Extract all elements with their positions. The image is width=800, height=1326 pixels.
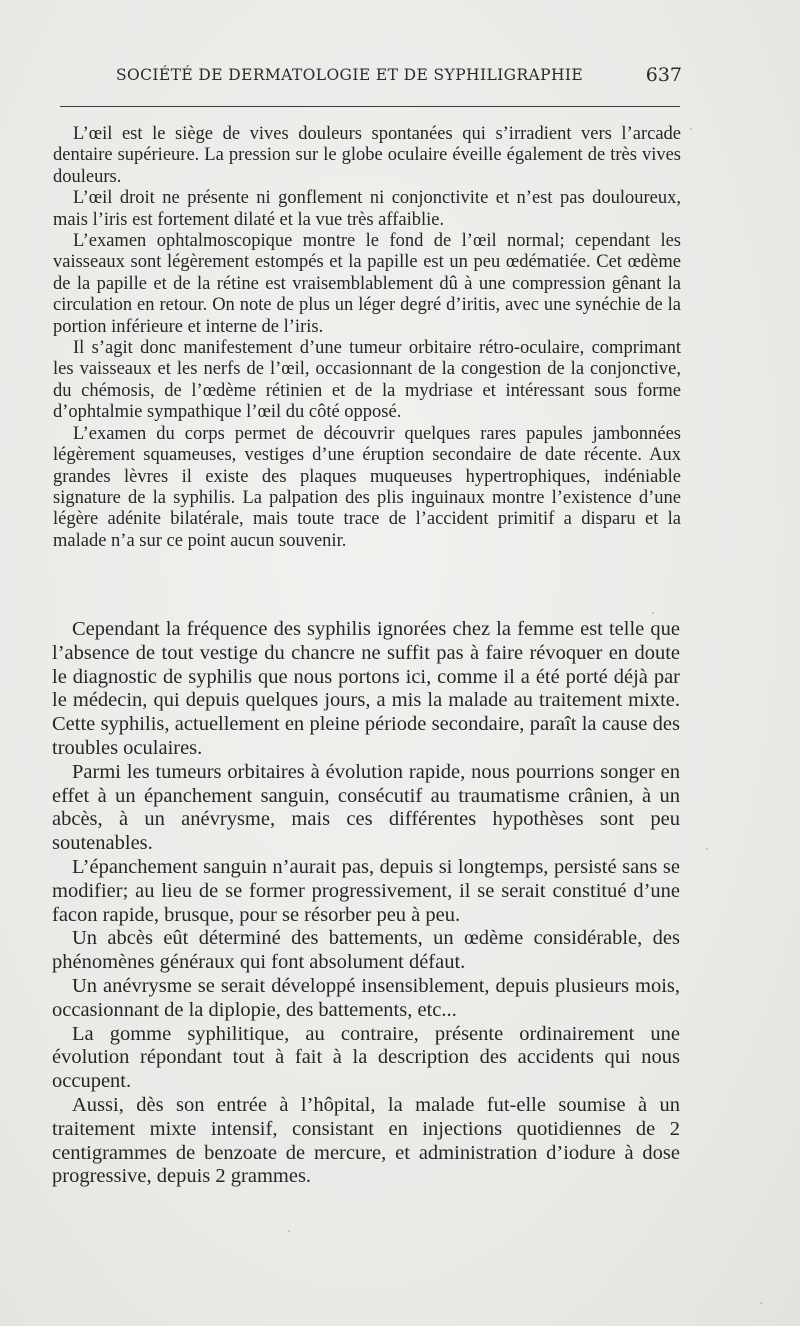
paper-speck [288, 1230, 290, 1232]
case-observation-section [53, 124, 681, 552]
paragraph: L’examen du corps permet de découvrir quelques rares papules jambonnées légèrement squameuses, vestiges d’une éruption secondaire de date récente. Aux grandes lèvres il existe des plaques muqueuses hypertrophiques, indéniable signature de la syphilis. La palpation des plis inguinaux montre l’existence d’une légère adénite bilatérale, mais toute trace de l’accident primitif a disparu et la malade n’a sur ce point aucun souvenir. [53, 423, 681, 551]
paragraph: L’examen ophtalmoscopique montre le fond de l’œil normal; cependant les vaisseaux sont légèrement estompés et la papille est un peu œdématiée. Cet œdème de la papille et de la rétine est vraisemblablement dû à une compression gênant la circulation en retour. On note de plus un léger degré d’iritis, avec une synéchie de la portion inférieure et interne de l’iris. [53, 231, 681, 337]
paragraph: Cependant la fréquence des syphilis ignorées chez la femme est telle que l’absence de tout vestige du chancre ne suffit pas à faire révoquer en doute le diagnostic de syphilis que nous portons ici, comme il a été porté déjà par le médecin, qui depuis quelques jours, a mis la malade au traitement mixte. Cette syphilis, actuellement en pleine période secondaire, paraît la cause des troubles oculaires. [52, 618, 680, 759]
paper-speck [652, 612, 654, 614]
paragraph: L’œil est le siège de vives douleurs spontanées qui s’irradient vers l’arcade dentaire supérieure. La pression sur le globe oculaire éveille également de très vives douleurs. [53, 124, 681, 187]
discussion-section [52, 618, 680, 1189]
running-title: SOCIÉTÉ DE DERMATOLOGIE ET DE SYPHILIGRAPHIE [116, 66, 584, 84]
paper-speck [706, 848, 708, 850]
paragraph: Un anévrysme se serait développé insensiblement, depuis plusieurs mois, occasionnant de la diplopie, des battements, etc... [52, 974, 680, 1021]
paragraph: La gomme syphilitique, au contraire, présente ordinairement une évolution répondant tout à fait à la description des accidents qui nous occupent. [52, 1022, 680, 1093]
paper-speck [760, 1302, 762, 1304]
paragraph: Un abcès eût déterminé des battements, un œdème considérable, des phénomènes généraux qui font absolument défaut. [52, 927, 680, 974]
paragraph: Aussi, dès son entrée à l’hôpital, la malade fut-elle soumise à un traitement mixte intensif, consistant en injections quotidiennes de 2 centigrammes de benzoate de mercure, et administration d’iodure à dose progressive, depuis 2 grammes. [52, 1093, 680, 1188]
paragraph: L’œil droit ne présente ni gonflement ni conjonctivite et n’est pas douloureux, mais l’iris est fortement dilaté et la vue très affaiblie. [53, 188, 681, 230]
page-number: 637 [645, 64, 682, 86]
paragraph: Parmi les tumeurs orbitaires à évolution rapide, nous pourrions songer en effet à un épanchement sanguin, consécutif au traumatisme crânien, à un abcès, à un anévrysme, mais ces différentes hypothèses sont peu soutenables. [52, 760, 680, 855]
header-rule [60, 106, 680, 107]
paper-speck [690, 128, 692, 130]
paragraph: L’épanchement sanguin n’aurait pas, depuis si longtemps, persisté sans se modifier; au lieu de se former progressivement, il se serait constitué d’une facon rapide, brusque, pour se résorber peu à peu. [52, 855, 680, 926]
paragraph: Il s’agit donc manifestement d’une tumeur orbitaire rétro-oculaire, comprimant les vaisseaux et les nerfs de l’œil, occasionnant de la congestion de la conjonctive, du chémosis, de l’œdème rétinien et de la mydriase et intéressant sous forme d’ophtalmie sympathique l’œil du côté opposé. [53, 338, 681, 423]
